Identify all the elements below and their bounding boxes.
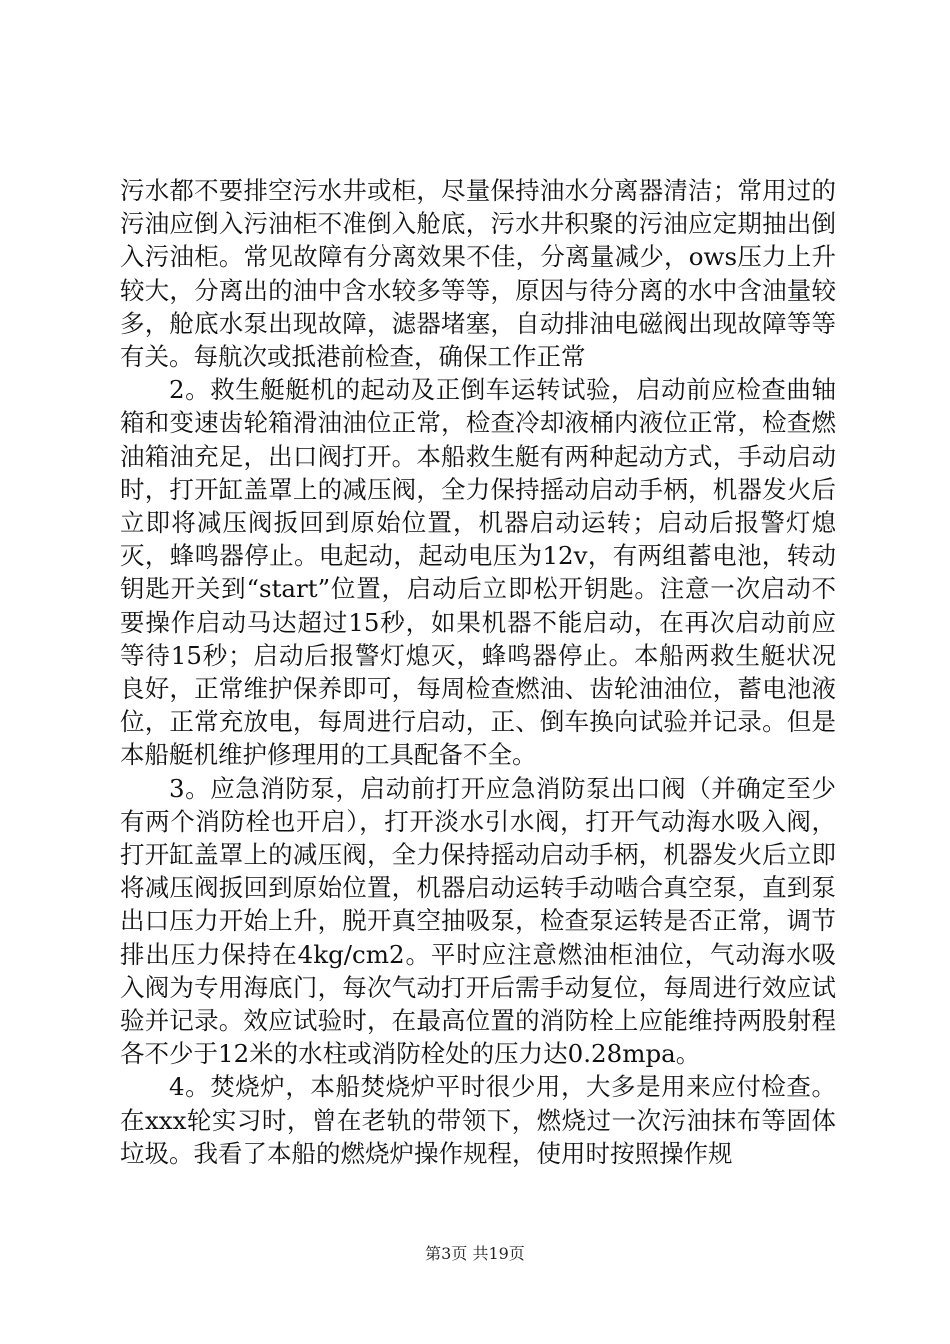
paragraph-3: 3。应急消防泵，启动前打开应急消防泵出口阀（并确定至少有两个消防栓也开启），打开淡水引水阀，打开气动海水吸入阀，打开缸盖罩上的减压阀，全力保持摇动启动手柄，机器发火后立即将减压阀扳回到原始位置，机器启动运转手动啮合真空泵，直到泵出口压力开始上升，脱开真空抽吸泵，检查泵运转是否正常，调节排出压力保持在4kg/cm2。平时应注意燃油柜油位，气动海水吸入阀为专用海底门，每次气动打开后需手动复位，每周进行效应试验并记录。效应试验时，在最高位置的消防栓上应能维持两股射程各不少于12米的水柱或消防栓处的压力达0.28mpa。 (120, 773, 836, 1069)
paragraph-4: 4。焚烧炉，本船焚烧炉平时很少用，大多是用来应付检查。在xxx轮实习时，曾在老轨的带领下，燃烧过一次污油抹布等固体垃圾。我看了本船的燃烧炉操作规程，使用时按照操作规 (120, 1072, 836, 1168)
paragraph-2: 2。救生艇艇机的起动及正倒车运转试验，启动前应检查曲轴箱和变速齿轮箱滑油油位正常，检查冷却液桶内液位正常，检查燃油箱油充足，出口阀打开。本船救生艇有两种起动方式，手动启动时，打开缸盖罩上的减压阀，全力保持摇动启动手柄，机器发火后立即将减压阀扳回到原始位置，机器启动运转；启动后报警灯熄灭，蜂鸣器停止。电起动，起动电压为12v，有两组蓄电池，转动钥匙开关到“start”位置，启动后立即松开钥匙。注意一次启动不要操作启动马达超过15秒，如果机器不能启动，在再次启动前应等待15秒；启动后报警灯熄灭，蜂鸣器停止。本船两救生艇状况良好，正常维护保养即可，每周检查燃油、齿轮油油位，蓄电池液位，正常充放电，每周进行启动，正、倒车换向试验并记录。但是本船艇机维护修理用的工具配备不全。 (120, 375, 836, 770)
paragraph-1: 污水都不要排空污水井或柜，尽量保持油水分离器清洁；常用过的污油应倒入污油柜不准倒入舱底，污水井积聚的污油应定期抽出倒入污油柜。常见故障有分离效果不佳，分离量减少，ows压力上升较大，分离出的油中含水较多等等，原因与待分离的水中含油量较多，舱底水泵出现故障，滤器堵塞，自动排油电磁阀出现故障等等有关。每航次或抵港前检查，确保工作正常 (120, 176, 836, 372)
page-footer: 第3页 共19页 (425, 1244, 525, 1263)
document-body (120, 174, 836, 1170)
